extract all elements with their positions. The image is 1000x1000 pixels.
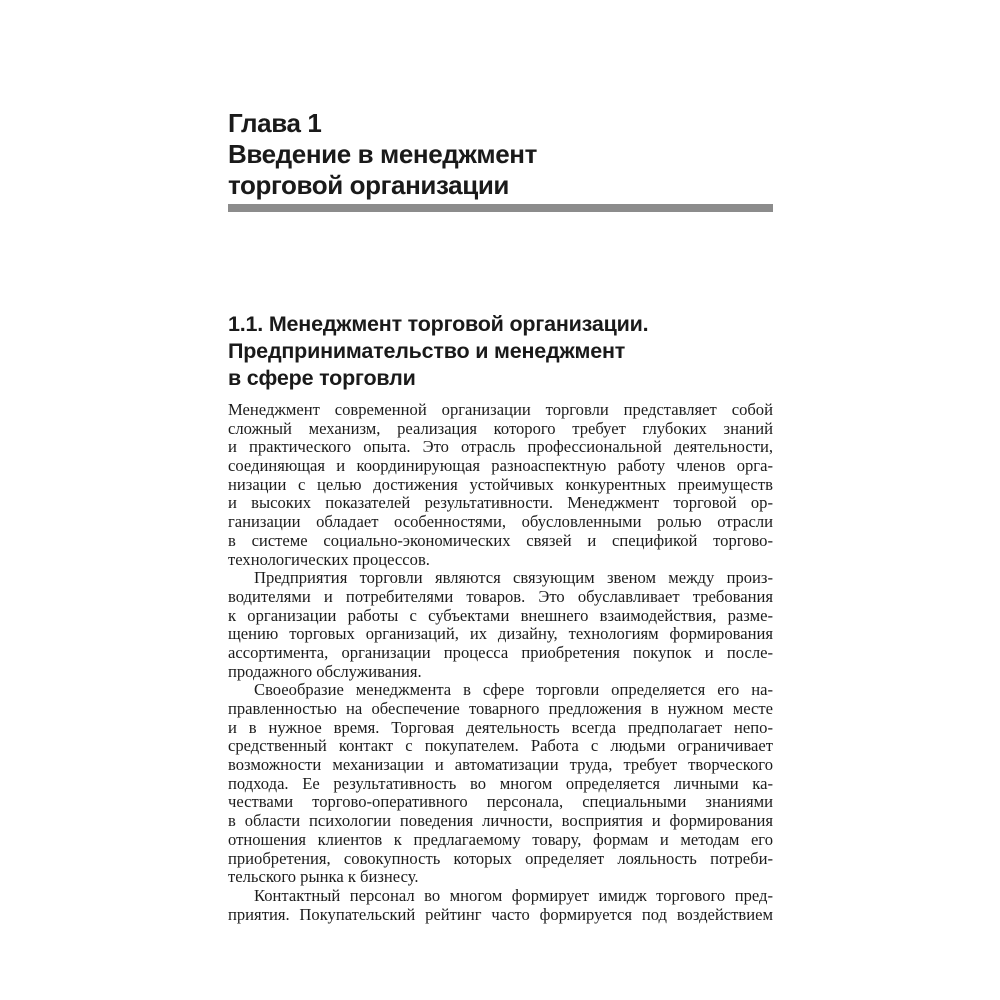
text-line: водителями и потребителями товаров. Это обуславливает требования <box>228 586 773 606</box>
text-line: сложный механизм, реализация которого требует глубоких знаний <box>228 418 773 438</box>
paragraph <box>228 401 773 569</box>
text-line: технологических процессов. <box>228 549 430 569</box>
text-line: возможности механизации и автоматизации труда, требует творческого <box>228 755 773 775</box>
book-page <box>228 0 773 1000</box>
text-line: низации с целью достижения устойчивых конкурентных преимуществ <box>228 474 773 494</box>
chapter-divider <box>228 204 773 212</box>
text-line: Предприятия торговли являются связующим звеном между произ- <box>254 568 773 588</box>
text-line: приобретения, совокупность которых определяет лояльность потреби- <box>228 848 773 868</box>
text-line: подхода. Ее результативность во многом определяется личными ка- <box>228 773 773 793</box>
text-line: Своеобразие менеджмента в сфере торговли определяется его на- <box>254 680 773 700</box>
paragraph <box>228 681 773 887</box>
text-line: в системе социально-экономических связей и спецификой торгово- <box>228 530 773 550</box>
chapter-title <box>228 108 537 201</box>
chapter-title-line: торговой организации <box>228 170 509 200</box>
text-line: чествами торгово-оперативного персонала, специальными знаниями <box>228 792 773 812</box>
text-line: соединяющая и координирующая разноаспектную работу членов орга- <box>228 456 773 476</box>
text-line: отношения клиентов к предлагаемому товару, формам и методам его <box>228 829 773 849</box>
section-title-line: в сфере торговли <box>228 366 416 390</box>
text-line: ганизации обладает особенностями, обусловленными ролью отрасли <box>228 512 773 532</box>
text-line: средственный контакт с покупателем. Работа с людьми ограничивает <box>228 736 773 756</box>
text-line: Контактный персонал во многом формирует имидж торгового пред- <box>254 885 773 905</box>
paragraph <box>228 569 773 681</box>
section-title-line: 1.1. Менеджмент торговой организации. <box>228 312 649 336</box>
chapter-number: Глава 1 <box>228 108 322 138</box>
text-line: и высоких показателей результативности. Менеджмент торговой ор- <box>228 493 773 513</box>
body-text <box>228 401 773 924</box>
text-line: приятия. Покупательский рейтинг часто формируется под воздействием <box>228 904 773 924</box>
text-line: продажного обслуживания. <box>228 661 422 681</box>
paragraph <box>228 887 773 924</box>
chapter-title-line: Введение в менеджмент <box>228 139 537 169</box>
text-line: щению торговых организаций, их дизайну, технологиям формирования <box>228 624 773 644</box>
text-line: правленностью на обеспечение товарного предложения в нужном месте <box>228 699 773 718</box>
text-line: и практического опыта. Это отрасль профессиональной деятельности, <box>228 437 773 457</box>
text-line: в области психологии поведения личности, восприятия и формирования <box>228 811 773 831</box>
section-title <box>228 311 648 392</box>
text-line: тельского рынка к бизнесу. <box>228 867 419 887</box>
text-line: и в нужное время. Торговая деятельность всегда предполагает непо- <box>228 717 773 737</box>
text-line: к организации работы с субъектами внешнего взаимодействия, разме- <box>228 605 773 625</box>
text-line: ассортимента, организации процесса приобретения покупок и после- <box>228 642 773 662</box>
text-line: Менеджмент современной организации торговли представляет собой <box>228 400 773 419</box>
section-title-line: Предпринимательство и менеджмент <box>228 339 626 363</box>
